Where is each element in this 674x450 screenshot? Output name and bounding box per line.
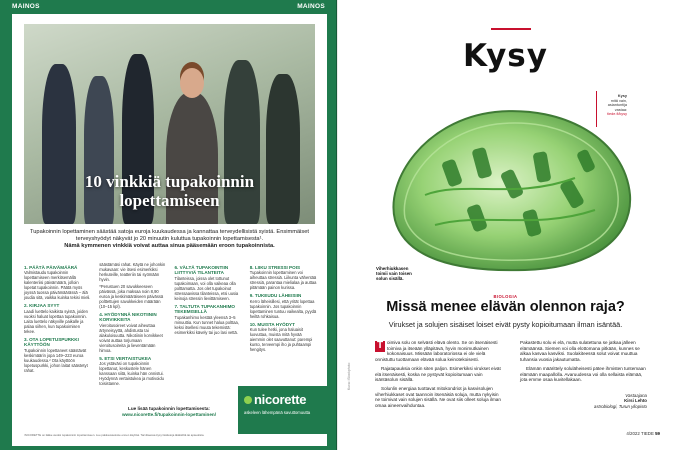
ad-label-right: MAINOS (297, 2, 325, 10)
tip-text: Kerro läheisillesi, että yrität lopettaa tupakoinnin. Jos tupakoinnin lopettaminen tuntuu vaikealta, pyydä heiltä rohkaisua. (249, 298, 317, 319)
tip-text: Jos ystäväsi on tupakoinnin lopettanut, keskustele hänen kanssaan siitä, kuinka hän onnistui. Hyödynnä vertaistukea ja motivoidu toisistanne. (99, 361, 164, 387)
page-folio (626, 431, 660, 436)
ask-note-line: vastaa: (614, 107, 627, 112)
article-deck: Virukset ja solujen sisäiset loiset eivät pysty kopioitumaan ilman isäntää. (388, 320, 623, 329)
brand-tagline: askeleen lähempänä savuttomuutta (244, 410, 311, 415)
tip-heading: 5. ETSI VERTAISTUKEA (99, 355, 152, 361)
article-category: BIOLOGIA (493, 294, 518, 299)
ask-note-link[interactable]: tiede.fi/kysy (607, 112, 627, 117)
tips-columns (24, 262, 317, 388)
tip-text: säästämäsi rahat. Käytä ne johonkin mukavaan: vie itsesi esimerkiksi herkuteille, teatteriin tai syömään hyvin. (99, 262, 166, 282)
tip-heading: 6. VÄLTÄ TUPAKOINTIIN LIITTYVIÄ TILANTEITA (174, 265, 229, 276)
answerer-name: Kirsi Lehto (624, 398, 647, 404)
article-paragraph (375, 340, 502, 363)
section-title: Kysy (463, 38, 548, 74)
tip-text: Valmistaudu tupakoinnin lopettamiseen merkitsemällä kalenteriisi päivämäärä, jolloin lopetat tupakoinnin. Päätä myös joyssä tuossa päivämäärässä – älä joudia sitä, vaikka kuinka tekisi mieli. (24, 270, 91, 301)
more-info (104, 406, 234, 418)
ad-intro (30, 229, 309, 250)
tip-text: Tupakoinnin lopettaminen voi aiheuttaa stressiä. Liikunta vähentää stressiä, parantaa mielialaa ja auttaa pitämään painon kurissa. (249, 270, 317, 291)
ad-label-left: MAINOS (12, 2, 40, 10)
ad-label-bar (0, 0, 337, 12)
brand-block (238, 386, 327, 434)
legal-footnote: ¹NICORETTE on lääke avuksi tupakoinnin lopettamiseen. Lue pakkausseloste ennen käyttöä. Tarvittaessa kysy lisätietoja lääkäriltä tai apteekista. (24, 433, 205, 437)
chloroplast-illustration (375, 100, 637, 275)
tip-heading: 7. TALTUTA TUPAKANHIMO TEKEMISELLÄ (174, 303, 235, 315)
answerer-label: Vastaajana (625, 392, 647, 398)
tip-heading: 3. OTA LOPETUSPURKKI KÄYTTÖÖN (24, 336, 79, 348)
tip-text: Tilanteissa, joissa olet tottunut tupakoimaan, voi olla vaikeaa olla polttamatta. Jos olet tupakoinut stressaavissa tilanteissa, etsi uusia keinoja stressin lievittämiseen. (174, 275, 239, 301)
answerer-signature (520, 393, 647, 409)
paragraph-text: oimiva solu on selvästi elävä olento. Se on itsenäisesti toimiva ja itseään ylläpitävä, hyvin monimutkainen kokonaisuus. Missään laboratoriossa ei ole vielä onnistuttu tuottamaan elävää solua keinotekoisesti. (375, 340, 498, 363)
tip-heading: 4. HYÖDYNNÄ NIKOTIININ KORVIKKEITA (99, 312, 157, 323)
ad-panel (12, 14, 327, 446)
tips-column (99, 262, 166, 388)
photo-credit: Kuva: iStockphoto (347, 362, 351, 390)
answerer-role: astrobiologi, Turun yliopisto (593, 403, 647, 409)
more-info-link[interactable]: www.nicorette.fi/tupakoinnin-lopettaminen/ (121, 412, 216, 417)
tip-heading: 9. TUKEUDU LÄHEISIIN (249, 293, 302, 299)
article-body (375, 340, 647, 412)
hero-photo (24, 24, 315, 224)
tip-heading: 8. LIIKU STRESSI POIS (249, 265, 301, 270)
intro-line: Nämä kymmenen vinkkiä voivat auttaa sinua pääsemään eroon tupakoinnista. (64, 243, 275, 249)
article-column-left (375, 340, 502, 412)
hero-title: 10 vinkkiä tupakoinnin lopettamiseen (84, 172, 255, 210)
folio-issue: 4/2022 TIEDE (626, 431, 654, 436)
intro-line: Ensimmäiset terveyshyödyt näkyvät jo 20 minuutin kuluttua tupakoinnin lopettamisesta¹. (75, 229, 309, 242)
article-headline: Missä menee elävän olennon raja? (386, 299, 625, 315)
tips-column (175, 262, 242, 388)
tip-heading: 10. MUISTA HYÖDYT (249, 321, 295, 327)
brand-dot-icon (244, 396, 252, 404)
tip-text: Tupakanhimo kestää yleensä 3–5 minuuttia. Kun tunnet halua polttaa, keksi itsellesi muuta tekemistä: esimerkiksi kävely tai juo lasi vettä. (174, 314, 239, 335)
ask-note-line: asiantuntija (607, 103, 627, 108)
tip-text: Kun tulee hetki, jona haluaisit luovuttaa, muista mitä hyvää aiemmin olet saavuttanut: parempi kunto, terveempi iho ja puhtaampi hengitys. (249, 327, 313, 353)
folio-page-number: 59 (655, 431, 660, 436)
tip-heading: 2. KIRJAA SYYT (24, 303, 60, 309)
tip-heading: 1. PÄÄTÄ PÄIVÄMÄÄRÄ (24, 265, 78, 270)
image-caption: Viherhiukkasen toimii vain toisen solun sisällä. (376, 266, 412, 282)
ask-note-line: Kysy (617, 94, 627, 98)
tip-text: Laadi luettelo kaikista syistä, joiden vuoksi haluat lopettaa tupakoinnin. Laita luettelo näkyville paikalle ja palaa siihen, kun tupakoimisen tekee. (24, 308, 88, 334)
more-info-title: Lue lisää tupakoinnin lopettamisesta: (128, 406, 210, 411)
tips-column (24, 262, 91, 388)
ask-note-line: mitä vain, (610, 98, 627, 103)
woman-head (180, 68, 204, 98)
brand-logo (244, 392, 321, 407)
intro-line: Tupakoinnin lopettaminen säästää satoja euroja kuukaudessa ja kannattaa terveydellisistä syistä. (30, 229, 275, 235)
tips-column (250, 262, 317, 388)
article-paragraph: Elämän määrittely soluläheisesti pätee ihmisten tuntemaan elämään maapallolla. Avaruudessa voi olla sellaista elämää, jota emme osaa kuvitellakaan. (520, 365, 646, 383)
editorial-page (337, 0, 674, 450)
tip-text: Vieroitusoireet voivat aiheuttaa ärtyneisyyttä, ahdistusta tai alakuloisuutta. Nikotiinin korvikkeet voivat auttaa torjumaan vieroitusoireita ja lieventämään himoa. (99, 322, 163, 353)
article-column-right (520, 340, 647, 412)
article-paragraph: Pakastettu solu ei elä, mutta sulatettuna se jatkaa jälleen elämäänsä. Siemen voi olla elottomana pitkään, kunnes se alkaa kasvaa kasviksi. Suolakiteessä solut voivat muuttua tuhansia vuosia jakautumatta. (520, 340, 640, 363)
tip-text: *Perustuen 20 savukkeeseen päivässä, joka maksaa noin 8,90 euroa ja keskimääräiseen päivässä polttettujen savukkeiden määrään (10–15 kpl). (99, 284, 164, 309)
brand-name: nicorette (254, 392, 307, 407)
spread-gutter (336, 0, 338, 450)
drop-cap: T (376, 340, 384, 351)
article-paragraph: Solunlin energiaa tuottavat mitokondriot ja kasvisolujen viherhiukkaset ovat taannoin itsenäisiä soluja, mutta nykyisin ne toimivat vain solujen sisällä. Ne ovat siis olleet soluja ilman omaa aineenvaihduntaa. (375, 385, 501, 409)
article-paragraph: Rajatapauksia onkin siten paljon. Esimerkiksi virukset eivät elä itsenäisesti, koska ne pystyvät kopioitumaan vain isäntäsolun sisällä. (375, 365, 501, 383)
section-rule (491, 28, 531, 30)
tip-text: Tupakoinnin lopettaneet säästävät keskimäärin jopa 149–223 euroa kuukaudessa.² Ota käyttöön lopetuspurkki, johon laitat säästetyt rahat. (24, 347, 88, 373)
